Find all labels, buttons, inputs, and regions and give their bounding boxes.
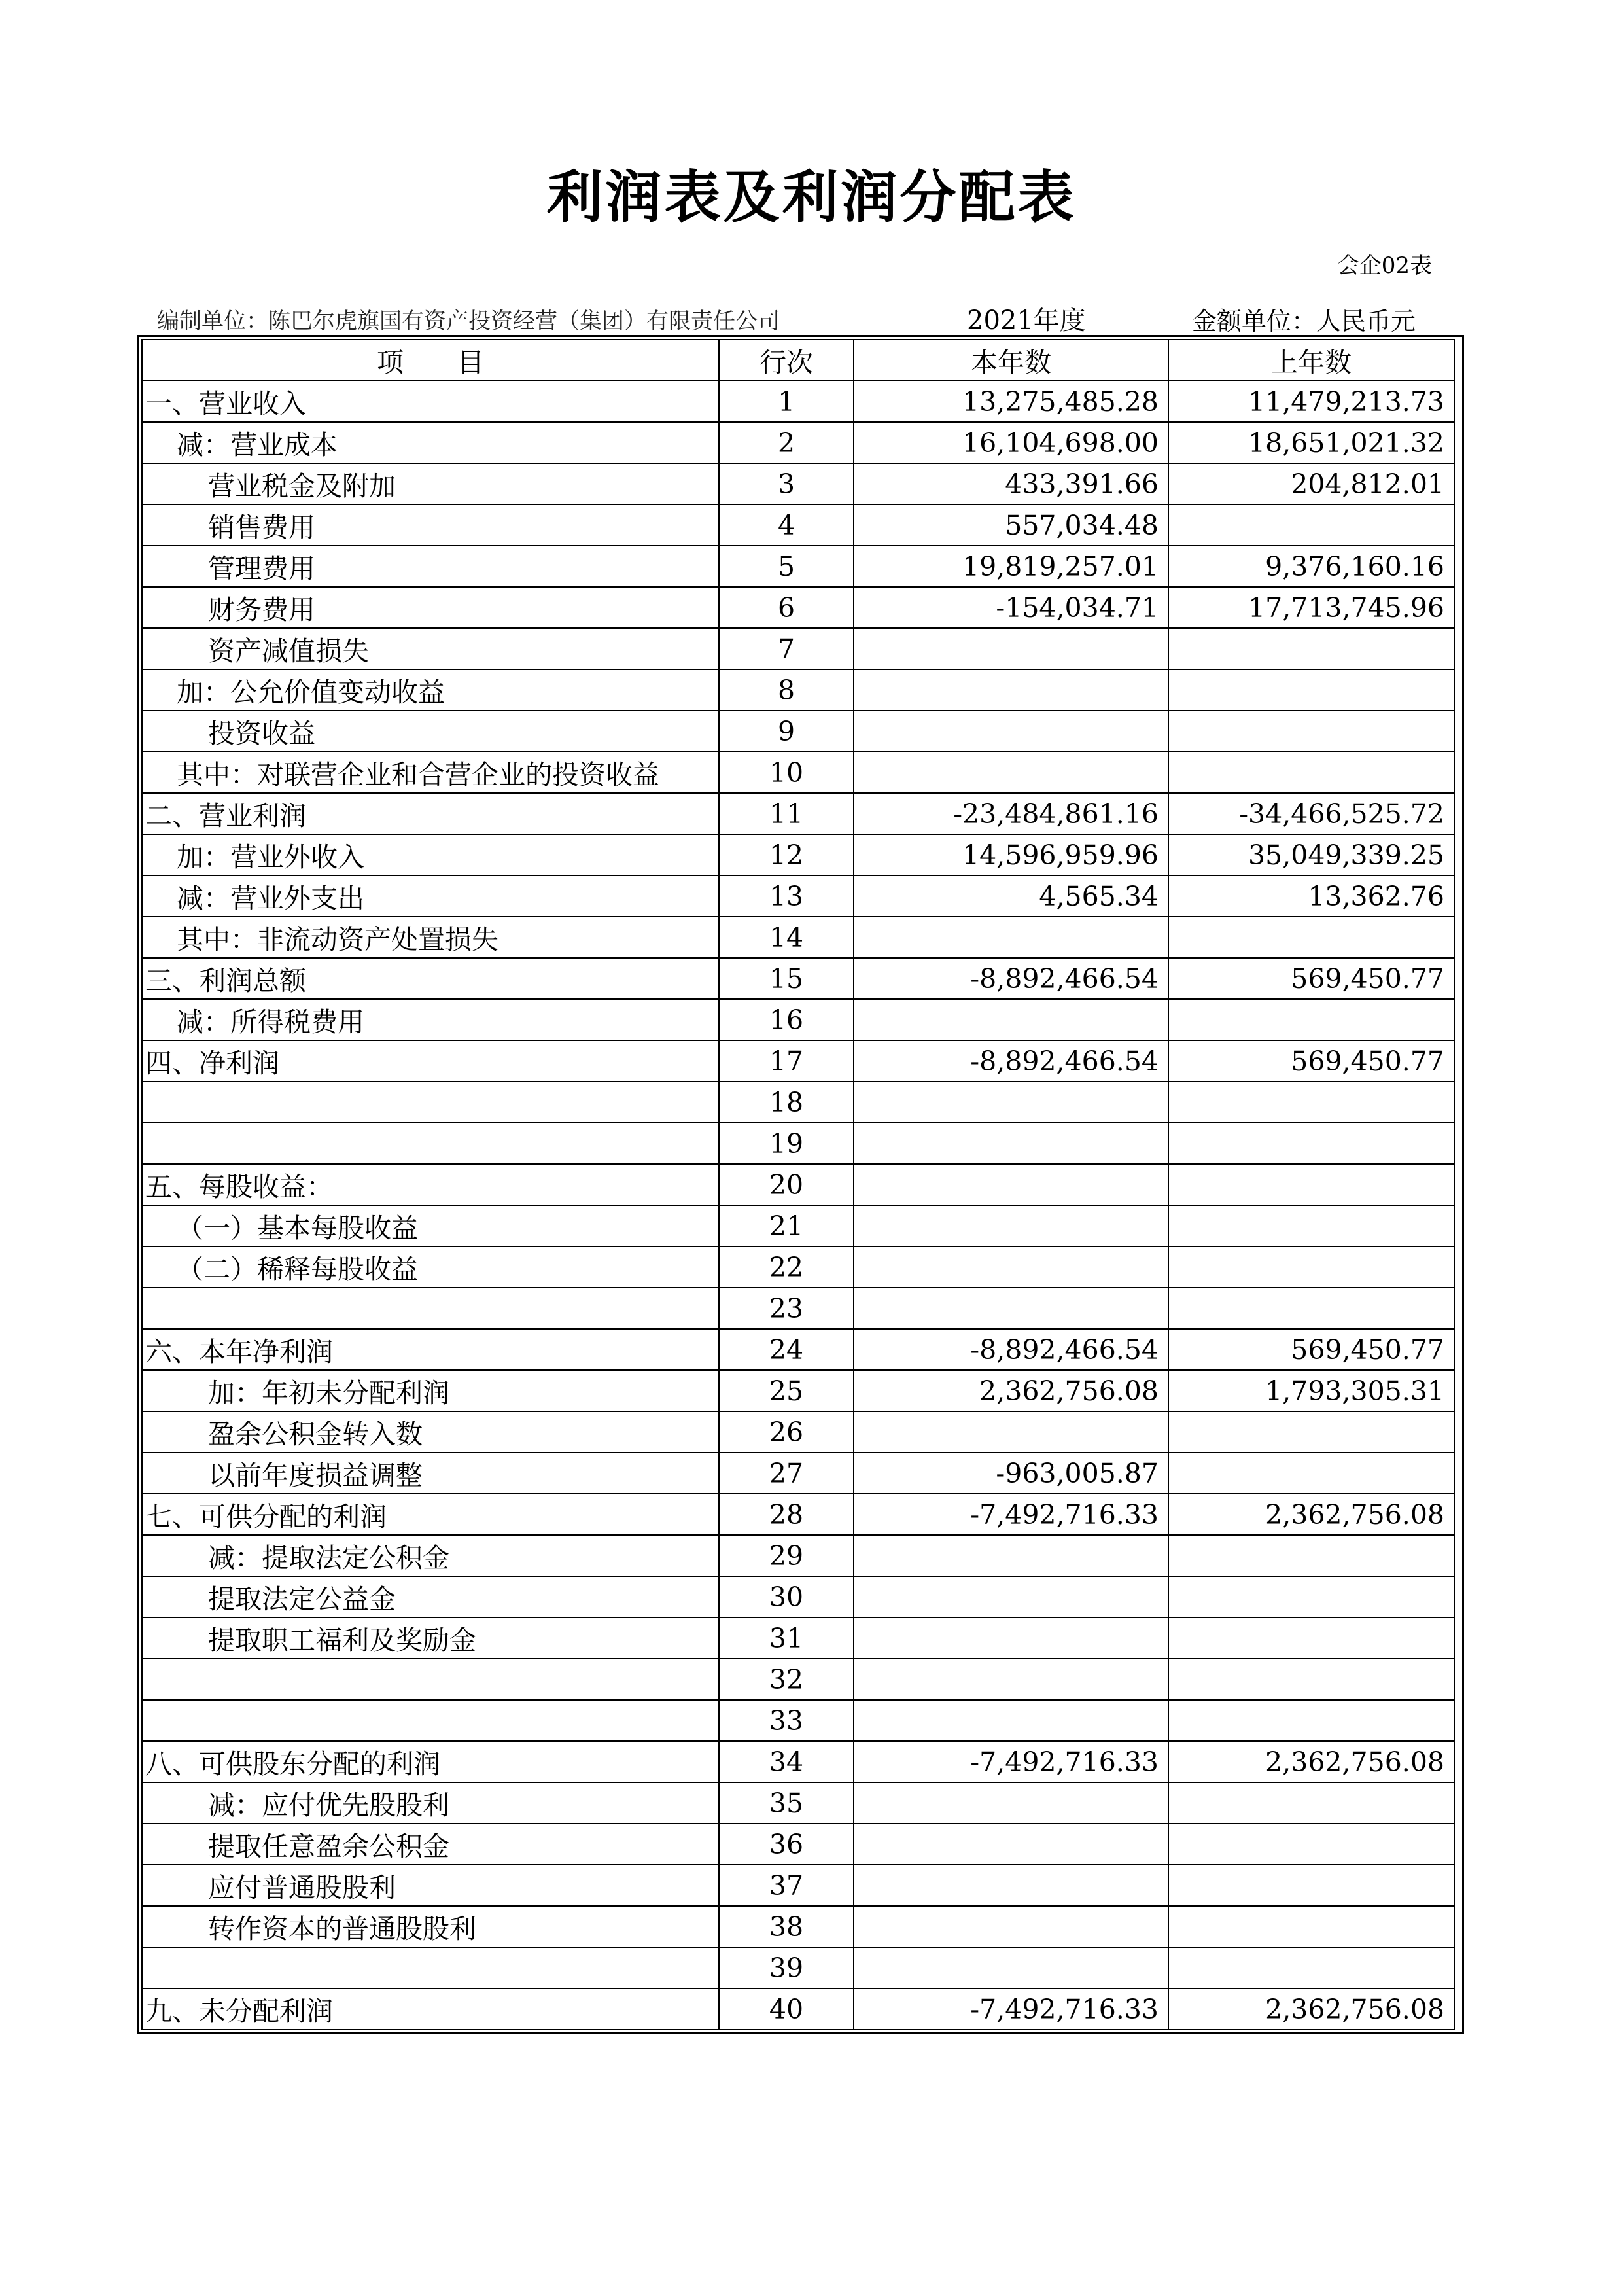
table-row xyxy=(142,1494,1454,1535)
row-line-number: 9 xyxy=(719,711,854,752)
column-header-prior-year: 上年数 xyxy=(1168,340,1454,381)
table-row xyxy=(142,711,1454,752)
table-row xyxy=(142,1411,1454,1453)
row-prior-year-value: 2,362,756.08 xyxy=(1168,1494,1454,1535)
row-prior-year-value xyxy=(1168,669,1454,711)
row-item-label xyxy=(142,1288,719,1329)
row-current-year-value: -7,492,716.33 xyxy=(854,1988,1168,2030)
table-row xyxy=(142,1082,1454,1123)
row-current-year-value: -23,484,861.16 xyxy=(854,793,1168,834)
row-item-label xyxy=(142,1700,719,1741)
reporting-entity: 编制单位：陈巴尔虎旗国有资产投资经营（集团）有限责任公司 xyxy=(157,308,780,334)
row-line-number: 2 xyxy=(719,422,854,463)
row-current-year-value: -8,892,466.54 xyxy=(854,1040,1168,1082)
table-row xyxy=(142,834,1454,875)
row-item-label: （一）基本每股收益 xyxy=(142,1205,719,1246)
row-prior-year-value xyxy=(1168,752,1454,793)
row-prior-year-value xyxy=(1168,999,1454,1040)
row-prior-year-value xyxy=(1168,1947,1454,1988)
row-line-number: 12 xyxy=(719,834,854,875)
row-prior-year-value xyxy=(1168,1082,1454,1123)
row-line-number: 35 xyxy=(719,1782,854,1824)
row-item-label xyxy=(142,1123,719,1164)
table-row xyxy=(142,752,1454,793)
row-item-label: 销售费用 xyxy=(142,504,719,546)
row-line-number: 6 xyxy=(719,587,854,628)
row-prior-year-value: 17,713,745.96 xyxy=(1168,587,1454,628)
table-row xyxy=(142,1123,1454,1164)
row-prior-year-value: 11,479,213.73 xyxy=(1168,381,1454,422)
row-prior-year-value: 569,450.77 xyxy=(1168,1329,1454,1370)
row-current-year-value xyxy=(854,628,1168,669)
row-line-number: 3 xyxy=(719,463,854,504)
row-item-label: 减：应付优先股股利 xyxy=(142,1782,719,1824)
row-prior-year-value: 2,362,756.08 xyxy=(1168,1988,1454,2030)
table-body xyxy=(142,381,1454,2030)
currency-unit: 金额单位：人民币元 xyxy=(1192,307,1416,336)
row-current-year-value: 2,362,756.08 xyxy=(854,1370,1168,1411)
table-row xyxy=(142,1370,1454,1411)
row-item-label: 提取法定公益金 xyxy=(142,1576,719,1617)
row-line-number: 4 xyxy=(719,504,854,546)
row-current-year-value xyxy=(854,711,1168,752)
row-item-label: 减：营业外支出 xyxy=(142,875,719,917)
row-current-year-value xyxy=(854,999,1168,1040)
row-item-label xyxy=(142,1947,719,1988)
row-current-year-value: -8,892,466.54 xyxy=(854,1329,1168,1370)
row-line-number: 28 xyxy=(719,1494,854,1535)
row-current-year-value xyxy=(854,1659,1168,1700)
row-prior-year-value xyxy=(1168,1535,1454,1576)
row-item-label: 投资收益 xyxy=(142,711,719,752)
table-row xyxy=(142,1617,1454,1659)
row-line-number: 34 xyxy=(719,1741,854,1782)
row-item-label: 八、可供股东分配的利润 xyxy=(142,1741,719,1782)
row-line-number: 36 xyxy=(719,1824,854,1865)
row-line-number: 5 xyxy=(719,546,854,587)
row-line-number: 13 xyxy=(719,875,854,917)
row-line-number: 37 xyxy=(719,1865,854,1906)
row-item-label: 应付普通股股利 xyxy=(142,1865,719,1906)
table-row xyxy=(142,1906,1454,1947)
row-current-year-value xyxy=(854,1700,1168,1741)
row-current-year-value: -154,034.71 xyxy=(854,587,1168,628)
row-item-label: 其中：对联营企业和合营企业的投资收益 xyxy=(142,752,719,793)
row-prior-year-value xyxy=(1168,1288,1454,1329)
row-line-number: 8 xyxy=(719,669,854,711)
row-line-number: 22 xyxy=(719,1246,854,1288)
row-item-label: 九、未分配利润 xyxy=(142,1988,719,2030)
row-current-year-value xyxy=(854,1205,1168,1246)
table-header-row xyxy=(142,340,1454,381)
row-current-year-value xyxy=(854,1535,1168,1576)
row-line-number: 29 xyxy=(719,1535,854,1576)
row-current-year-value xyxy=(854,1865,1168,1906)
row-current-year-value xyxy=(854,1123,1168,1164)
row-item-label: 其中：非流动资产处置损失 xyxy=(142,917,719,958)
row-line-number: 26 xyxy=(719,1411,854,1453)
row-line-number: 15 xyxy=(719,958,854,999)
row-line-number: 20 xyxy=(719,1164,854,1205)
table-row xyxy=(142,504,1454,546)
row-line-number: 33 xyxy=(719,1700,854,1741)
row-current-year-value xyxy=(854,1782,1168,1824)
row-prior-year-value xyxy=(1168,1659,1454,1700)
row-current-year-value xyxy=(854,1824,1168,1865)
table-row xyxy=(142,1246,1454,1288)
row-item-label: 七、可供分配的利润 xyxy=(142,1494,719,1535)
row-item-label: 加：公允价值变动收益 xyxy=(142,669,719,711)
row-item-label: 提取职工福利及奖励金 xyxy=(142,1617,719,1659)
row-item-label: 提取任意盈余公积金 xyxy=(142,1824,719,1865)
row-current-year-value xyxy=(854,669,1168,711)
row-item-label: （二）稀释每股收益 xyxy=(142,1246,719,1288)
row-item-label: 盈余公积金转入数 xyxy=(142,1411,719,1453)
row-prior-year-value xyxy=(1168,1205,1454,1246)
row-current-year-value xyxy=(854,1246,1168,1288)
table-row xyxy=(142,1164,1454,1205)
row-current-year-value: 433,391.66 xyxy=(854,463,1168,504)
page-title: 利润表及利润分配表 xyxy=(546,164,1077,230)
row-prior-year-value: 35,049,339.25 xyxy=(1168,834,1454,875)
row-item-label: 减：所得税费用 xyxy=(142,999,719,1040)
row-current-year-value: 16,104,698.00 xyxy=(854,422,1168,463)
row-current-year-value: -7,492,716.33 xyxy=(854,1741,1168,1782)
table-row xyxy=(142,999,1454,1040)
row-current-year-value: 4,565.34 xyxy=(854,875,1168,917)
row-prior-year-value: 18,651,021.32 xyxy=(1168,422,1454,463)
table-row xyxy=(142,793,1454,834)
row-item-label: 减：营业成本 xyxy=(142,422,719,463)
row-current-year-value: -8,892,466.54 xyxy=(854,958,1168,999)
row-current-year-value xyxy=(854,1947,1168,1988)
row-prior-year-value: 569,450.77 xyxy=(1168,1040,1454,1082)
row-line-number: 18 xyxy=(719,1082,854,1123)
row-prior-year-value xyxy=(1168,1411,1454,1453)
column-header-line: 行次 xyxy=(719,340,854,381)
row-line-number: 30 xyxy=(719,1576,854,1617)
row-prior-year-value: -34,466,525.72 xyxy=(1168,793,1454,834)
row-current-year-value: 19,819,257.01 xyxy=(854,546,1168,587)
row-line-number: 14 xyxy=(719,917,854,958)
table-row xyxy=(142,1576,1454,1617)
table-row xyxy=(142,381,1454,422)
row-item-label: 营业税金及附加 xyxy=(142,463,719,504)
row-item-label: 以前年度损益调整 xyxy=(142,1453,719,1494)
row-current-year-value: 14,596,959.96 xyxy=(854,834,1168,875)
row-line-number: 7 xyxy=(719,628,854,669)
table-row xyxy=(142,1288,1454,1329)
table-row xyxy=(142,1865,1454,1906)
row-prior-year-value xyxy=(1168,1906,1454,1947)
table-row xyxy=(142,1040,1454,1082)
row-item-label: 财务费用 xyxy=(142,587,719,628)
row-prior-year-value xyxy=(1168,1246,1454,1288)
row-item-label: 二、营业利润 xyxy=(142,793,719,834)
row-prior-year-value: 569,450.77 xyxy=(1168,958,1454,999)
row-prior-year-value: 204,812.01 xyxy=(1168,463,1454,504)
row-item-label xyxy=(142,1082,719,1123)
table-row xyxy=(142,917,1454,958)
row-current-year-value xyxy=(854,1082,1168,1123)
row-current-year-value: 13,275,485.28 xyxy=(854,381,1168,422)
row-current-year-value xyxy=(854,1411,1168,1453)
row-current-year-value xyxy=(854,1906,1168,1947)
row-item-label: 三、利润总额 xyxy=(142,958,719,999)
row-current-year-value xyxy=(854,1164,1168,1205)
row-prior-year-value xyxy=(1168,711,1454,752)
row-prior-year-value xyxy=(1168,917,1454,958)
row-prior-year-value: 9,376,160.16 xyxy=(1168,546,1454,587)
row-line-number: 31 xyxy=(719,1617,854,1659)
row-item-label xyxy=(142,1659,719,1700)
table-row xyxy=(142,1535,1454,1576)
row-current-year-value xyxy=(854,752,1168,793)
row-line-number: 23 xyxy=(719,1288,854,1329)
row-current-year-value xyxy=(854,1617,1168,1659)
row-line-number: 10 xyxy=(719,752,854,793)
row-line-number: 25 xyxy=(719,1370,854,1411)
income-statement-table xyxy=(137,335,1464,2034)
row-prior-year-value xyxy=(1168,628,1454,669)
table-row xyxy=(142,875,1454,917)
table-row xyxy=(142,1947,1454,1988)
row-item-label: 加：年初未分配利润 xyxy=(142,1370,719,1411)
row-current-year-value: -7,492,716.33 xyxy=(854,1494,1168,1535)
table-row xyxy=(142,1329,1454,1370)
row-item-label: 资产减值损失 xyxy=(142,628,719,669)
row-prior-year-value xyxy=(1168,1824,1454,1865)
row-prior-year-value: 2,362,756.08 xyxy=(1168,1741,1454,1782)
row-item-label: 管理费用 xyxy=(142,546,719,587)
row-current-year-value xyxy=(854,1288,1168,1329)
row-line-number: 40 xyxy=(719,1988,854,2030)
row-prior-year-value: 1,793,305.31 xyxy=(1168,1370,1454,1411)
fiscal-year: 2021年度 xyxy=(967,306,1086,336)
row-line-number: 1 xyxy=(719,381,854,422)
row-item-label: 五、每股收益： xyxy=(142,1164,719,1205)
table-row xyxy=(142,463,1454,504)
row-prior-year-value xyxy=(1168,1782,1454,1824)
table-row xyxy=(142,1659,1454,1700)
row-prior-year-value xyxy=(1168,1617,1454,1659)
table-row xyxy=(142,628,1454,669)
table-row xyxy=(142,1782,1454,1824)
row-line-number: 32 xyxy=(719,1659,854,1700)
row-item-label: 转作资本的普通股股利 xyxy=(142,1906,719,1947)
row-line-number: 27 xyxy=(719,1453,854,1494)
row-item-label: 减：提取法定公积金 xyxy=(142,1535,719,1576)
table-row xyxy=(142,1453,1454,1494)
row-prior-year-value xyxy=(1168,504,1454,546)
column-header-current-year: 本年数 xyxy=(854,340,1168,381)
table-row xyxy=(142,669,1454,711)
form-code: 会企02表 xyxy=(1336,253,1432,279)
table-row xyxy=(142,1988,1454,2030)
row-prior-year-value xyxy=(1168,1164,1454,1205)
row-line-number: 17 xyxy=(719,1040,854,1082)
row-current-year-value: 557,034.48 xyxy=(854,504,1168,546)
row-prior-year-value xyxy=(1168,1576,1454,1617)
row-line-number: 11 xyxy=(719,793,854,834)
row-prior-year-value xyxy=(1168,1700,1454,1741)
table-row xyxy=(142,1741,1454,1782)
row-prior-year-value xyxy=(1168,1453,1454,1494)
row-item-label: 四、净利润 xyxy=(142,1040,719,1082)
row-line-number: 19 xyxy=(719,1123,854,1164)
row-line-number: 39 xyxy=(719,1947,854,1988)
row-prior-year-value: 13,362.76 xyxy=(1168,875,1454,917)
column-header-item: 项 目 xyxy=(142,340,719,381)
row-prior-year-value xyxy=(1168,1123,1454,1164)
row-item-label: 六、本年净利润 xyxy=(142,1329,719,1370)
row-current-year-value: -963,005.87 xyxy=(854,1453,1168,1494)
table-row xyxy=(142,1205,1454,1246)
row-current-year-value xyxy=(854,1576,1168,1617)
row-line-number: 16 xyxy=(719,999,854,1040)
table-row xyxy=(142,958,1454,999)
row-line-number: 24 xyxy=(719,1329,854,1370)
row-item-label: 一、营业收入 xyxy=(142,381,719,422)
table-row xyxy=(142,587,1454,628)
table-row xyxy=(142,1700,1454,1741)
row-prior-year-value xyxy=(1168,1865,1454,1906)
table-row xyxy=(142,422,1454,463)
row-line-number: 21 xyxy=(719,1205,854,1246)
row-line-number: 38 xyxy=(719,1906,854,1947)
row-item-label: 加：营业外收入 xyxy=(142,834,719,875)
table-row xyxy=(142,546,1454,587)
table-row xyxy=(142,1824,1454,1865)
row-current-year-value xyxy=(854,917,1168,958)
